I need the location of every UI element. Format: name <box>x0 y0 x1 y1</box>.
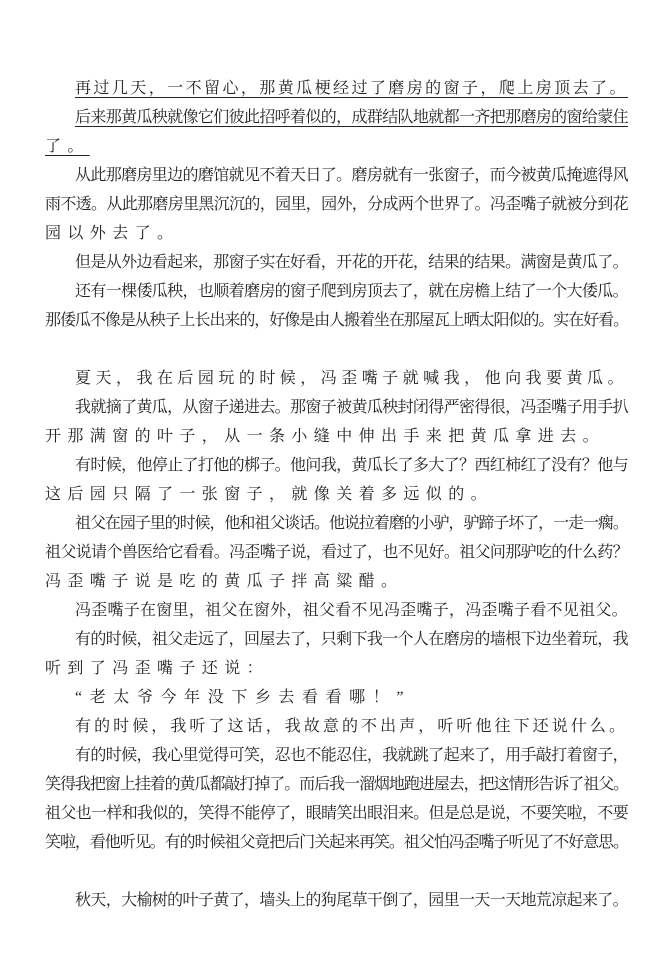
text-line <box>45 770 630 799</box>
text-line <box>45 654 630 683</box>
text-line <box>45 538 630 567</box>
line-text: 开那满窗的叶子，从一条小缝中伸出手来把黄瓜拿进去。 <box>45 428 606 445</box>
line-text: 冯歪嘴子在窗里，祖父在窗外，祖父看不见冯歪嘴子，冯歪嘴子看不见祖父。 <box>75 602 628 619</box>
line-text: 后来那黄瓜秧就像它们彼此招呼着似的，成群结队地就都一齐把那磨房的窗给蒙住 <box>75 109 628 126</box>
paragraph <box>45 741 630 857</box>
line-text: 但是从外边看起来，那窗子实在好看，开花的开花，结果的结果。满窗是黄瓜了。 <box>75 254 628 271</box>
line-text: 笑啦，看他听见。有的时候祖父竟把后门关起来再笑。祖父怕冯歪嘴子听见了不好意思。 <box>45 834 629 851</box>
text-line <box>45 799 630 828</box>
underlined-paragraph <box>45 103 630 161</box>
text-line <box>45 480 630 509</box>
line-text: 有的时候，我听了这话，我故意的不出声，听听他往下还说什么。 <box>75 718 629 735</box>
line-text: 有的时候，祖父走远了，回屋去了，只剩下我一个人在磨房的墙根下边坐着玩，我 <box>75 631 628 648</box>
line-text: 有时候，他停止了打他的梆子。他问我，黄瓜长了多大了？西红柿红了没有？他与 <box>75 457 628 474</box>
paragraph <box>45 364 630 393</box>
text-line <box>45 248 630 277</box>
text-line <box>45 103 630 132</box>
paragraph <box>45 451 630 509</box>
text-line <box>45 393 630 422</box>
paragraph <box>45 277 630 335</box>
text-line <box>45 132 630 161</box>
text-line <box>45 364 630 393</box>
text-line <box>45 741 630 770</box>
text-line <box>45 886 630 915</box>
paragraph <box>45 596 630 625</box>
paragraph <box>45 683 630 712</box>
text-line <box>45 190 630 219</box>
document-body <box>45 74 630 915</box>
text-line <box>45 828 630 857</box>
text-line <box>45 509 630 538</box>
paragraph <box>45 886 630 915</box>
paragraph <box>45 393 630 451</box>
text-line <box>45 567 630 596</box>
text-line <box>45 712 630 741</box>
line-text: 祖父说请个兽医给它看看。冯歪嘴子说，看过了，也不见好。祖父问那驴吃的什么药？ <box>45 544 628 561</box>
line-text: 雨不透。从此那磨房里黑沉沉的，园里，园外，分成两个世界了。冯歪嘴子就被分到花 <box>45 196 628 213</box>
text-line <box>45 422 630 451</box>
line-text: 这后园只隔了一张窗子，就像关着多远似的。 <box>45 486 494 503</box>
underlined-paragraph <box>45 74 630 103</box>
line-text: 了。 <box>45 138 90 155</box>
line-text: 听到了冯歪嘴子还说： <box>45 660 270 677</box>
text-line <box>45 277 630 306</box>
line-text: 园以外去了。 <box>45 225 180 242</box>
line-text: 我就摘了黄瓜，从窗子递进去。那窗子被黄瓜秧封闭得严密得很，冯歪嘴子用手扒 <box>75 399 628 416</box>
line-text: 祖父也一样和我似的，笑得不能停了，眼睛笑出眼泪来。但是总是说，不要笑啦，不要 <box>45 805 628 822</box>
text-line <box>45 306 630 335</box>
line-text: 祖父在园子里的时候，他和祖父谈话。他说拉着磨的小驴，驴蹄子坏了，一走一瘸。 <box>75 515 628 532</box>
paragraph <box>45 625 630 683</box>
line-text: 笑得我把窗上挂着的黄瓜都敲打掉了。而后我一溜烟地跑进屋去，把这情形告诉了祖父。 <box>45 776 629 793</box>
paragraph <box>45 509 630 596</box>
line-text: “老太爷今年没下乡去看看哪！” <box>75 689 412 706</box>
paragraph-gap <box>45 857 630 886</box>
line-text: 秋天，大榆树的叶子黄了，墙头上的狗尾草干倒了，园里一天一天地荒凉起来了。 <box>75 892 628 909</box>
text-line <box>45 451 630 480</box>
text-line <box>45 683 630 712</box>
paragraph <box>45 712 630 741</box>
line-text: 有的时候，我心里觉得可笑，忍也不能忍住，我就跳了起来了，用手敲打着窗子， <box>75 747 628 764</box>
paragraph <box>45 161 630 248</box>
text-line <box>45 596 630 625</box>
line-text: 还有一棵倭瓜秧，也顺着磨房的窗子爬到房顶去了，就在房檐上结了一个大倭瓜。 <box>75 283 628 300</box>
text-line <box>45 625 630 654</box>
line-text: 从此那磨房里边的磨馆就见不着天日了。磨房就有一张窗子，而今被黄瓜掩遮得风 <box>75 167 628 184</box>
text-line <box>45 219 630 248</box>
paragraph <box>45 248 630 277</box>
line-text: 那倭瓜不像是从秧子上长出来的，好像是由人搬着坐在那屋瓦上晒太阳似的。实在好看。 <box>45 312 629 329</box>
line-text: 冯歪嘴子说是吃的黄瓜子拌高粱醋。 <box>45 573 404 590</box>
line-text: 再过几天，一不留心，那黄瓜梗经过了磨房的窗子，爬上房顶去了。 <box>75 80 628 97</box>
text-line <box>45 161 630 190</box>
text-line <box>45 74 630 103</box>
paragraph-gap <box>45 335 630 364</box>
line-text: 夏天，我在后园玩的时候，冯歪嘴子就喊我，他向我要黄瓜。 <box>75 370 628 387</box>
